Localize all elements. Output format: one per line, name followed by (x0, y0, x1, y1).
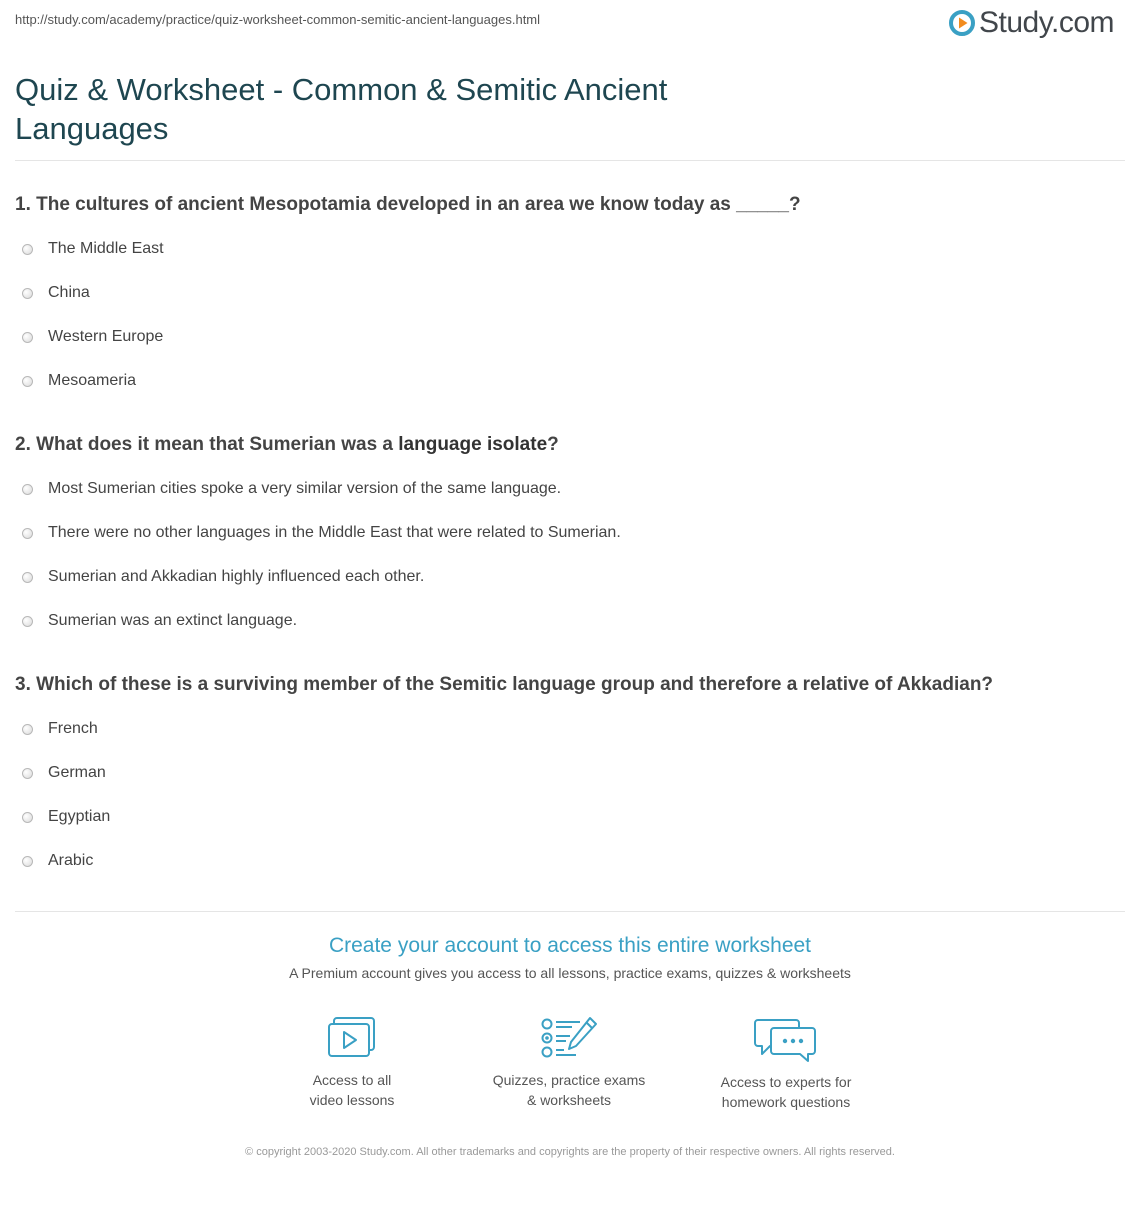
option-label: German (48, 764, 106, 781)
radio-button[interactable] (22, 332, 33, 343)
cta-divider (15, 911, 1125, 912)
question-3-options (22, 720, 110, 896)
answer-option[interactable] (22, 372, 164, 416)
radio-button[interactable] (22, 528, 33, 539)
feature-label: Access to all video lessons (309, 1072, 395, 1108)
answer-option[interactable] (22, 524, 621, 568)
answer-option[interactable] (22, 328, 164, 372)
page-url: http://study.com/academy/practice/quiz-worksheet-common-semitic-ancient-languages.html (15, 12, 541, 27)
question-2-options (22, 480, 621, 656)
radio-button[interactable] (22, 724, 33, 735)
radio-button[interactable] (22, 572, 33, 583)
option-label: Most Sumerian cities spoke a very similar version of the same language. (48, 480, 562, 497)
option-label: Arabic (48, 852, 94, 869)
answer-option[interactable] (22, 808, 110, 852)
feature-label: Quizzes, practice exams & worksheets (492, 1072, 646, 1108)
logo-text: Study.com (979, 6, 1114, 39)
answer-option[interactable] (22, 612, 621, 656)
feature-experts (686, 1016, 886, 1112)
answer-option[interactable] (22, 240, 164, 284)
radio-button[interactable] (22, 812, 33, 823)
question-3: 3. Which of these is a surviving member of the Semitic language group and therefore a relative of Akkadian? (15, 674, 994, 695)
create-account-link[interactable]: Create your account to access this entire worksheet (328, 934, 812, 957)
option-label: Mesoameria (48, 372, 137, 389)
quiz-checklist-icon (540, 1016, 598, 1060)
answer-option[interactable] (22, 568, 621, 612)
expert-chat-icon (754, 1016, 818, 1062)
play-logo-icon (949, 10, 975, 36)
option-label: Western Europe (48, 328, 164, 345)
page-title: Quiz & Worksheet - Common & Semitic Ancient Languages (15, 72, 668, 146)
option-label: There were no other languages in the Middle East that were related to Sumerian. (48, 524, 621, 541)
radio-button[interactable] (22, 376, 33, 387)
option-label: China (48, 284, 90, 301)
feature-label: Access to experts for homework questions (720, 1074, 852, 1110)
term-language-isolate: language isolate (398, 434, 548, 455)
copyright-notice: © copyright 2003-2020 Study.com. All other trademarks and copyrights are the property of their respective owners. All rights reserved. (245, 1146, 895, 1158)
radio-button[interactable] (22, 244, 33, 255)
option-label: Sumerian was an extinct language. (48, 612, 298, 629)
option-label: The Middle East (48, 240, 164, 257)
radio-button[interactable] (22, 616, 33, 627)
radio-button[interactable] (22, 484, 33, 495)
feature-video-lessons (252, 1016, 452, 1110)
study-logo[interactable] (949, 6, 1114, 40)
answer-option[interactable] (22, 764, 110, 808)
answer-option[interactable] (22, 284, 164, 328)
answer-option[interactable] (22, 480, 621, 524)
question-1: 1. The cultures of ancient Mesopotamia developed in an area we know today as _____? (15, 194, 801, 215)
option-label: French (48, 720, 98, 737)
header-divider (15, 160, 1125, 161)
radio-button[interactable] (22, 288, 33, 299)
radio-button[interactable] (22, 856, 33, 867)
option-label: Sumerian and Akkadian highly influenced each other. (48, 568, 425, 585)
radio-button[interactable] (22, 768, 33, 779)
cta-subtitle: A Premium account gives you access to all lessons, practice exams, quizzes & worksheets (289, 965, 851, 981)
answer-option[interactable] (22, 720, 110, 764)
question-1-options (22, 240, 164, 416)
video-lessons-icon (326, 1016, 378, 1060)
option-label: Egyptian (48, 808, 111, 825)
answer-option[interactable] (22, 852, 110, 896)
feature-quizzes (469, 1016, 669, 1110)
question-2: 2. What does it mean that Sumerian was a language isolate? (15, 434, 559, 455)
